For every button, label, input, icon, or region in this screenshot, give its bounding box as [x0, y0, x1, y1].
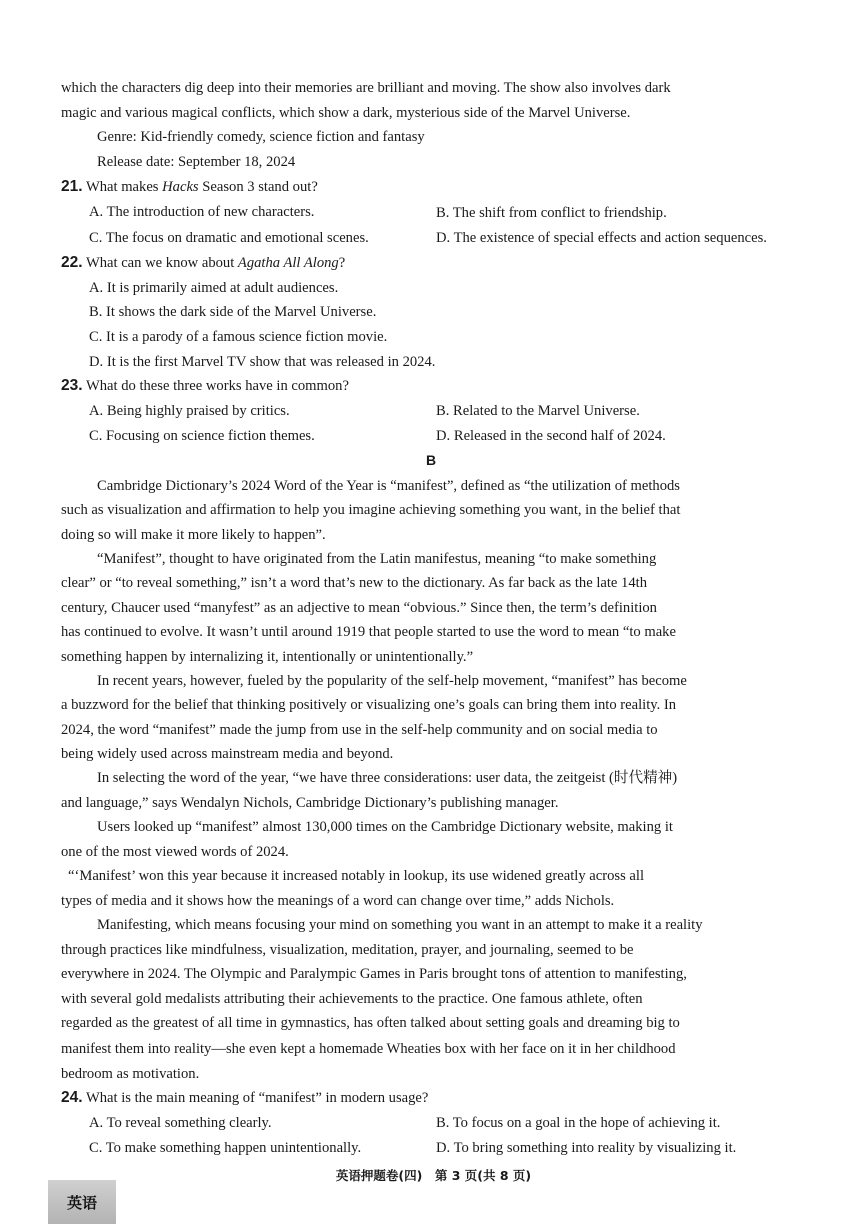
question-number: 21. — [61, 178, 83, 195]
stem-text: ? — [338, 255, 346, 271]
passage-b-line: In selecting the word of the year, “we have three considerations: user data, the zeitgeist (时代精神) — [97, 770, 678, 786]
genre-line: Genre: Kid-friendly comedy, science fiction and fantasy — [97, 129, 425, 145]
option-21-b: B. The shift from conflict to friendship. — [436, 205, 667, 221]
passage-b-line: a buzzword for the belief that thinking positively or visualizing one’s goals can bring them into reality. In — [61, 697, 677, 713]
option-24-d: D. To bring something into reality by visualizing it. — [436, 1140, 737, 1156]
stem-text: Season 3 stand out? — [198, 179, 318, 195]
option-22-a: A. It is primarily aimed at adult audiences. — [89, 280, 339, 296]
passage-b-line: clear” or “to reveal something,” isn’t a word that’s new to the dictionary. As far back as the late 14th — [61, 575, 647, 591]
option-23-c: C. Focusing on science fiction themes. — [89, 428, 315, 444]
option-24-b: B. To focus on a goal in the hope of achieving it. — [436, 1115, 721, 1131]
question-21-stem — [61, 177, 318, 197]
passage-b-line: doing so will make it more likely to happen”. — [61, 527, 326, 543]
passage-b-line: Manifesting, which means focusing your mind on something you want in an attempt to make it a reality — [97, 917, 703, 933]
question-number: 22. — [61, 254, 83, 271]
show-title: Hacks — [162, 179, 199, 195]
option-21-c: C. The focus on dramatic and emotional scenes. — [89, 230, 369, 246]
option-22-c: C. It is a parody of a famous science fiction movie. — [89, 329, 388, 345]
question-22-stem — [61, 253, 345, 273]
passage-b-line: regarded as the greatest of all time in gymnastics, has often talked about setting goals and dreaming big to — [61, 1015, 680, 1031]
option-24-a: A. To reveal something clearly. — [89, 1115, 272, 1131]
passage-b-line: one of the most viewed words of 2024. — [61, 844, 289, 860]
passage-b-line: In recent years, however, fueled by the popularity of the self-help movement, “manifest” has become — [97, 673, 687, 689]
option-22-b: B. It shows the dark side of the Marvel Universe. — [89, 304, 377, 320]
passage-b-line: 2024, the word “manifest” made the jump from use in the self-help community and on social media to — [61, 722, 658, 738]
show-title: Agatha All Along — [237, 255, 339, 271]
stem-text: What makes — [85, 179, 163, 195]
page-footer: 英语押题卷(四) 第 3 页(共 8 页) — [335, 1168, 532, 1183]
stem-text: What do these three works have in common? — [85, 378, 349, 394]
question-23-stem — [61, 376, 349, 396]
passage-b-line: century, Chaucer used “manyfest” as an adjective to mean “obvious.” Since then, the term’s definition — [61, 600, 657, 616]
option-23-a: A. Being highly praised by critics. — [89, 403, 290, 419]
subject-badge: 英语 — [48, 1180, 116, 1224]
passage-b-line: types of media and it shows how the meanings of a word can change over time,” adds Nichols. — [61, 893, 615, 909]
passage-b-line: with several gold medalists attributing their achievements to the practice. One famous athlete, often — [61, 991, 643, 1007]
section-heading: B — [426, 452, 437, 468]
question-24-stem — [61, 1088, 428, 1108]
question-number: 24. — [61, 1089, 83, 1106]
passage-b-line: Cambridge Dictionary’s 2024 Word of the Year is “manifest”, defined as “the utilization of methods — [97, 478, 680, 494]
option-23-b: B. Related to the Marvel Universe. — [436, 403, 640, 419]
option-22-d: D. It is the first Marvel TV show that was released in 2024. — [89, 354, 436, 370]
option-21-a: A. The introduction of new characters. — [89, 204, 315, 220]
option-24-c: C. To make something happen unintentionally. — [89, 1140, 362, 1156]
passage-a-line: which the characters dig deep into their memories are brilliant and moving. The show also involves dark — [61, 80, 671, 96]
passage-b-line: something happen by internalizing it, intentionally or unintentionally.” — [61, 649, 474, 665]
passage-b-line: such as visualization and affirmation to help you imagine achieving something you want, in the belief that — [61, 502, 681, 518]
option-21-d: D. The existence of special effects and action sequences. — [436, 230, 767, 246]
passage-a-line: magic and various magical conflicts, which show a dark, mysterious side of the Marvel Universe. — [61, 105, 631, 121]
option-23-d: D. Released in the second half of 2024. — [436, 428, 666, 444]
passage-b-line: and language,” says Wendalyn Nichols, Cambridge Dictionary’s publishing manager. — [61, 795, 559, 811]
passage-b-line: everywhere in 2024. The Olympic and Paralympic Games in Paris brought tons of attention to manifesting, — [61, 966, 687, 982]
passage-b-line: bedroom as motivation. — [61, 1066, 200, 1082]
passage-b-line: Users looked up “manifest” almost 130,000 times on the Cambridge Dictionary website, making it — [97, 819, 673, 835]
passage-b-line: “Manifest”, thought to have originated from the Latin manifestus, meaning “to make something — [97, 551, 657, 567]
stem-text: What can we know about — [85, 255, 238, 271]
release-date-line: Release date: September 18, 2024 — [97, 154, 296, 170]
passage-b-line: has continued to evolve. It wasn’t until around 1919 that people started to use the word to mean “to make — [61, 624, 676, 640]
stem-text: What is the main meaning of “manifest” in modern usage? — [85, 1090, 429, 1106]
passage-b-line: being widely used across mainstream media and beyond. — [61, 746, 394, 762]
passage-b-line: through practices like mindfulness, visualization, meditation, prayer, and journaling, seemed to be — [61, 942, 634, 958]
passage-b-line: “‘Manifest’ won this year because it increased notably in lookup, its use widened greatly across all — [68, 868, 645, 884]
question-number: 23. — [61, 377, 83, 394]
passage-b-line: manifest them into reality—she even kept a homemade Wheaties box with her face on it in her childhood — [61, 1041, 676, 1057]
